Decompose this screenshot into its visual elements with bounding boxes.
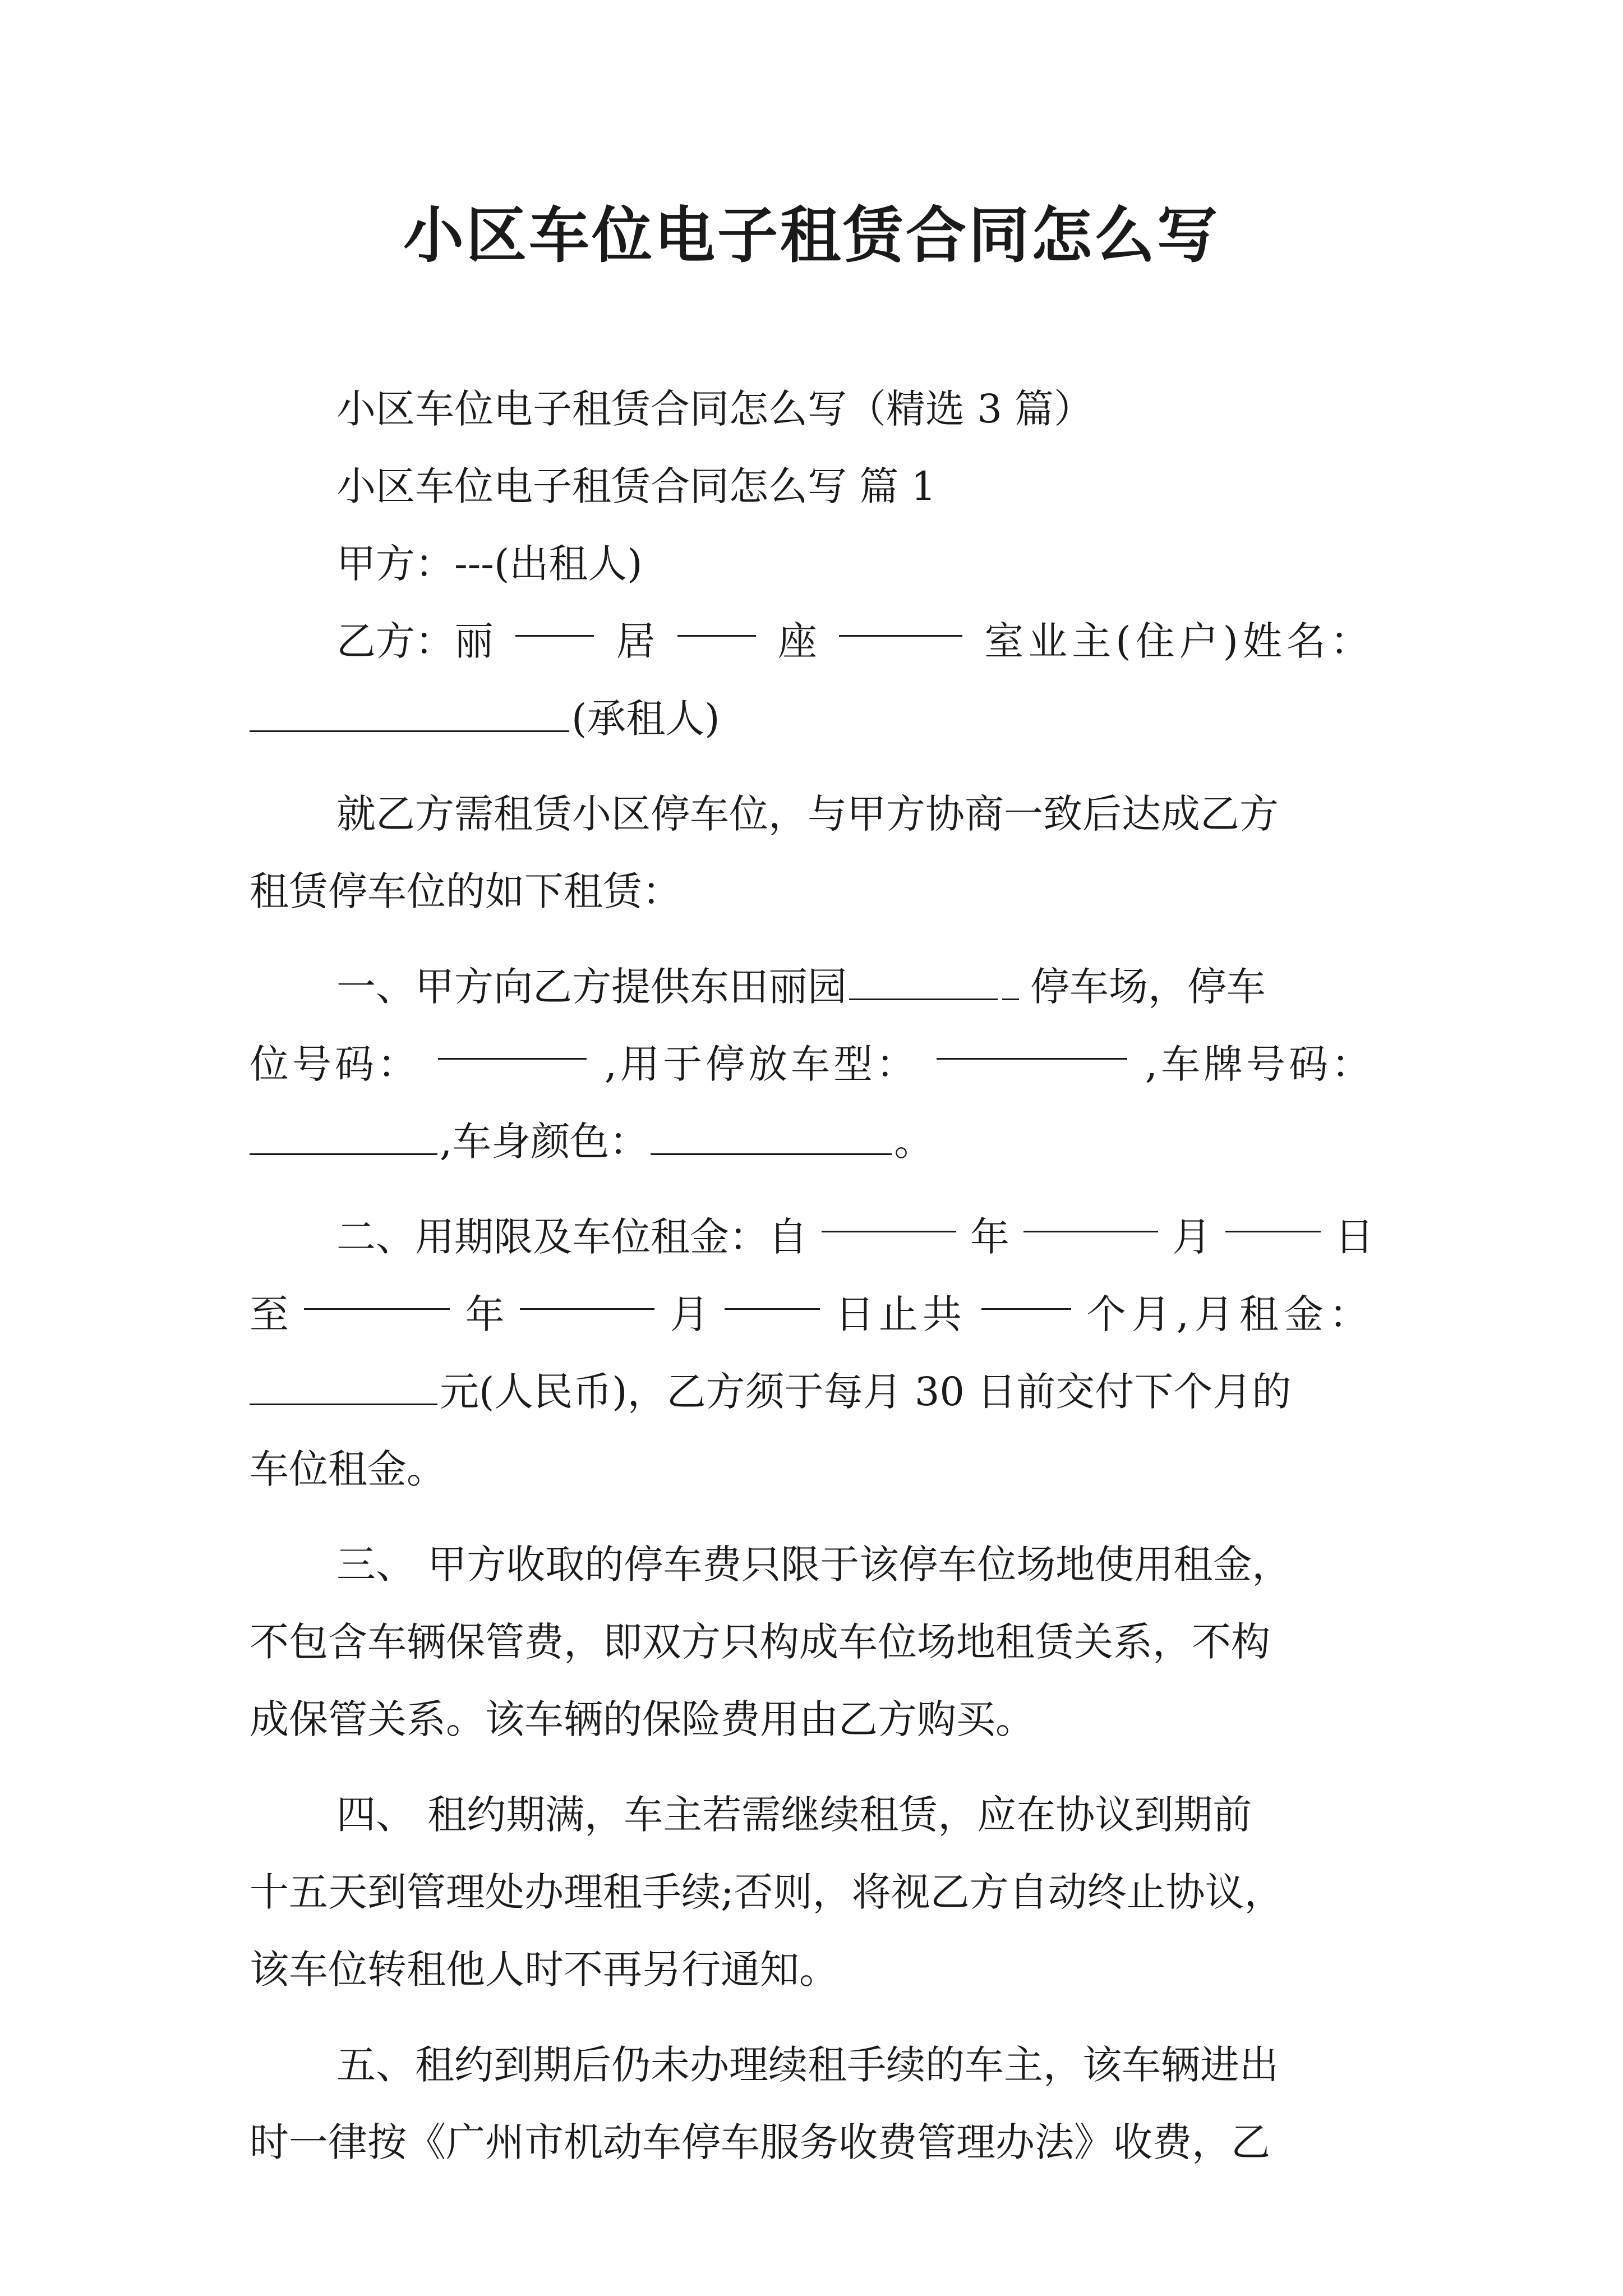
clause-2-end-total: 日止共 xyxy=(834,1291,966,1337)
clause-1-line-2 xyxy=(250,1025,1374,1103)
blank-field xyxy=(250,698,569,732)
clause-2-months-rent: 个月,月租金： xyxy=(1086,1291,1374,1337)
clause-1-part-a: 一、甲方向乙方提供东田丽园 xyxy=(336,964,847,1010)
blank-field xyxy=(677,602,756,637)
party-b-line xyxy=(250,602,1374,680)
subtitle: 小区车位电子租赁合同怎么写（精选 3 篇） xyxy=(336,386,1094,432)
blank-field xyxy=(981,1276,1071,1310)
party-b-label: 乙方：丽 xyxy=(336,618,494,664)
blank-field xyxy=(304,1276,450,1310)
blank-field xyxy=(515,602,594,637)
blank-field xyxy=(839,602,962,637)
clause-2-month-2: 月 xyxy=(670,1291,709,1337)
clause-2-line-1 xyxy=(250,1198,1374,1276)
document-title: 小区车位电子租赁合同怎么写 xyxy=(403,200,1220,271)
clause-2-year-2: 年 xyxy=(465,1291,505,1337)
blank-field xyxy=(1225,1198,1321,1232)
party-b-zuo: 座 xyxy=(777,618,817,664)
clause-2-part-c: 元(人民币)，乙方须于每月 30 日前交付下个月的 xyxy=(440,1369,1292,1415)
clause-5-line-2: 时一律按《广州市机动车停车服务收费管理办法》收费，乙 xyxy=(250,2119,1270,2165)
blank-field xyxy=(937,1025,1127,1060)
clause-2-to: 至 xyxy=(250,1291,289,1337)
party-a: 甲方：---(出租人) xyxy=(336,541,643,587)
clause-2-day: 日 xyxy=(1335,1214,1374,1260)
section-heading: 小区车位电子租赁合同怎么写 篇 1 xyxy=(336,463,937,509)
clause-3-line-1: 三、 甲方收取的停车费只限于该停车位场地使用租金， xyxy=(336,1542,1292,1588)
clause-2-month: 月 xyxy=(1172,1214,1211,1260)
party-b-ju: 居 xyxy=(616,618,656,664)
clause-1-part-d: ,用于停放车型： xyxy=(604,1041,919,1087)
clause-1-part-g: 。 xyxy=(894,1119,934,1165)
blank-field xyxy=(651,1121,892,1155)
clause-4-line-1: 四、 租约期满，车主若需继续租赁，应在协议到期前 xyxy=(336,1792,1252,1838)
clause-2-line-3 xyxy=(250,1353,1374,1430)
document-body xyxy=(250,370,1374,2181)
clause-4-line-2: 十五天到管理处办理租手续;否则，将视乙方自动终止协议， xyxy=(250,1869,1284,1915)
blank-field xyxy=(438,1025,587,1060)
blank-field xyxy=(849,966,998,1000)
clause-2-line-4: 车位租金。 xyxy=(250,1446,446,1492)
clause-1-part-c: 位号码： xyxy=(250,1041,420,1087)
clause-2-line-2 xyxy=(250,1276,1374,1353)
party-b-role: (承租人) xyxy=(571,696,720,742)
blank-field xyxy=(250,1371,437,1405)
clause-1-part-e: ,车牌号码： xyxy=(1145,1041,1374,1087)
clause-2-part-a: 二、用期限及车位租金：自 xyxy=(336,1214,808,1260)
blank-field xyxy=(822,1198,956,1232)
clause-1-part-b: 停车场，停车 xyxy=(1030,964,1266,1010)
clause-5-line-1: 五、租约到期后仍未办理续租手续的车主，该车辆进出 xyxy=(336,2042,1279,2088)
party-b-room-owner: 室业主(住户)姓名： xyxy=(984,618,1374,664)
intro-line-2: 租赁停车位的如下租赁： xyxy=(250,868,681,914)
clause-1-line-1 xyxy=(250,948,1374,1025)
blank-field xyxy=(725,1276,820,1310)
blank-field xyxy=(250,1121,437,1155)
clause-3-line-2: 不包含车辆保管费，即双方只构成车位场地租赁关系，不构 xyxy=(250,1619,1270,1665)
blank-field xyxy=(520,1276,654,1310)
blank-field xyxy=(1023,1198,1158,1232)
clause-3-line-3: 成保管关系。该车辆的保险费用由乙方购买。 xyxy=(250,1696,1035,1742)
clause-1-part-f: ,车身颜色： xyxy=(440,1119,649,1165)
clause-2-year: 年 xyxy=(970,1214,1009,1260)
party-b-role-line xyxy=(250,680,1374,757)
clause-1-line-3 xyxy=(250,1103,1374,1180)
clause-4-line-3: 该车位转租他人时不再另行通知。 xyxy=(250,1947,838,1993)
intro-line-1: 就乙方需租赁小区停车位，与甲方协商一致后达成乙方 xyxy=(336,791,1279,837)
blank-field xyxy=(1002,966,1019,1000)
